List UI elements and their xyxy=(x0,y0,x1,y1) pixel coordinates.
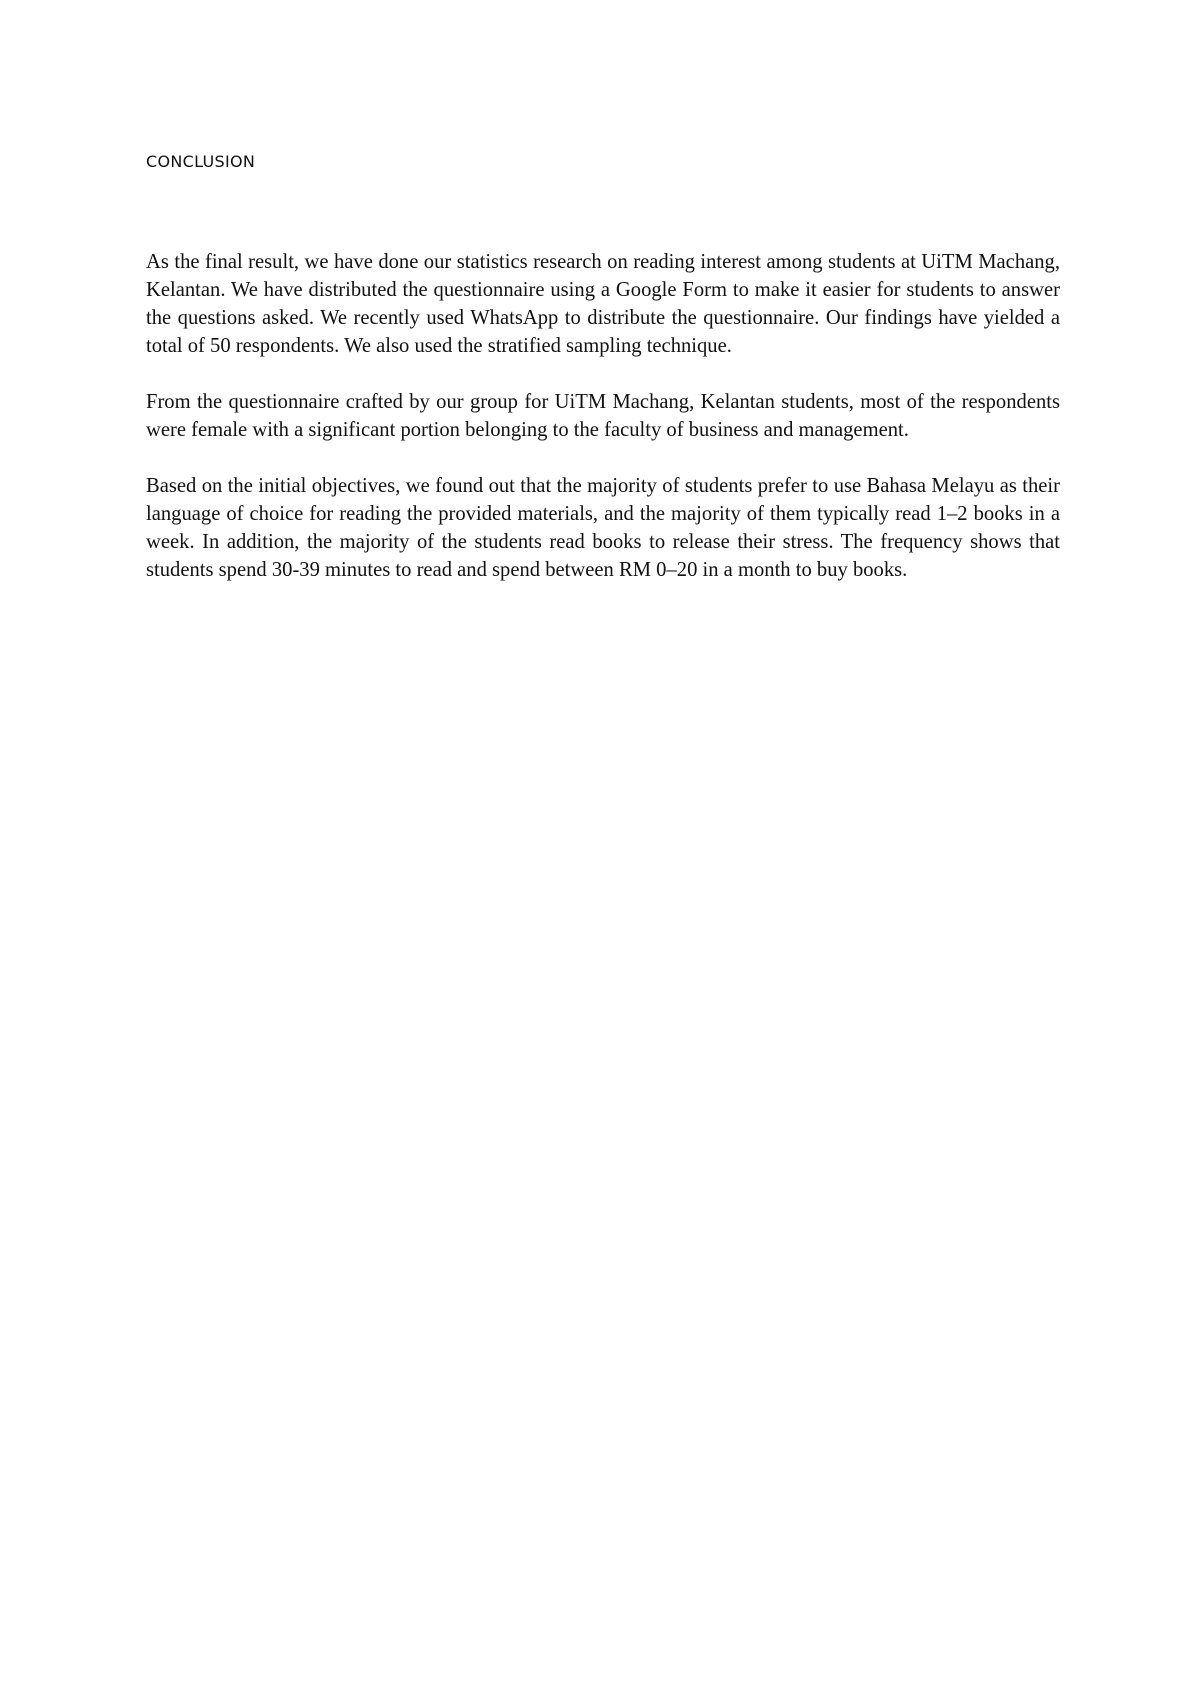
paragraph-findings: Based on the initial objectives, we found out that the majority of students prefer to use Bahasa Melayu as their language of choice for reading the provided materials, and the majority of them typically read 1–2 books in a week. In addition, the majority of the students read books to release their stress. The frequency shows that students spend 30-39 minutes to read and spend between RM 0–20 in a month to buy books. xyxy=(146,475,1060,581)
paragraph-respondents: From the questionnaire crafted by our group for UiTM Machang, Kelantan students, most of the respondents were female with a significant portion belonging to the faculty of business and management. xyxy=(146,391,1060,441)
paragraph-summary: As the final result, we have done our statistics research on reading interest among students at UiTM Machang, Kelantan. We have distributed the questionnaire using a Google Form to make it easier for students to answer the questions asked. We recently used WhatsApp to distribute the questionnaire. Our findings have yielded a total of 50 respondents. We also used the stratified sampling technique. xyxy=(146,251,1060,357)
section-heading: CONCLUSION xyxy=(146,152,256,171)
document-body xyxy=(146,248,1060,612)
